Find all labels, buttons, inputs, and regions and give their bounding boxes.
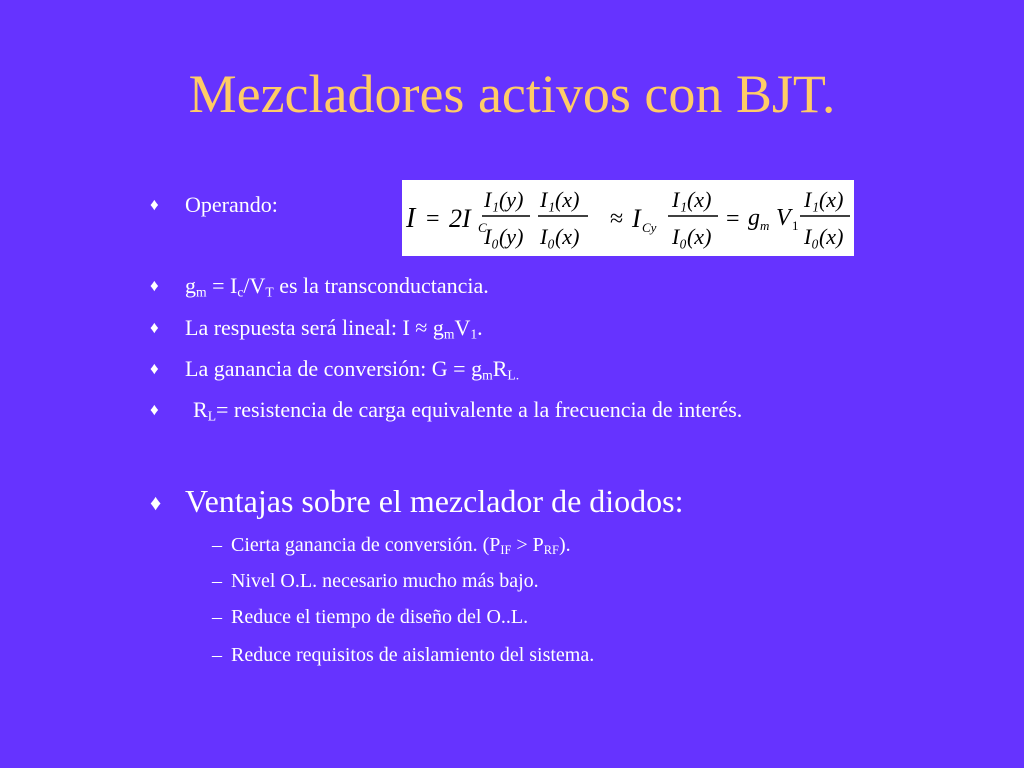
- subitem-text: Cierta ganancia de conversión. $(P_{IF} > P_{RF})$.: [231, 534, 571, 558]
- formula-num-4: I₁(x): [804, 187, 844, 212]
- formula-den-3: I₀(x): [672, 224, 712, 249]
- bullet-text: Operando:: [185, 192, 278, 217]
- formula-num-3: I₁(x): [672, 187, 712, 212]
- diamond-icon: ♦: [150, 276, 159, 295]
- diamond-icon: ♦: [150, 195, 159, 214]
- formula-den-2: I₀(x): [540, 224, 580, 249]
- formula-den-1: I₀(y): [484, 224, 524, 249]
- formula-num-2: I₁(x): [540, 187, 580, 212]
- subitem-text: Reduce el tiempo de diseño del O..L.: [231, 606, 529, 628]
- dash-icon: –: [212, 644, 222, 666]
- formula-V: V: [776, 205, 791, 231]
- dash-icon: –: [212, 606, 222, 628]
- diamond-icon: ♦: [150, 400, 159, 419]
- formula-Icy: I: [632, 204, 641, 233]
- slide-title: Mezcladores activos con BJT.: [188, 64, 836, 124]
- formula-image: [402, 180, 854, 256]
- diamond-icon: ♦: [150, 318, 159, 337]
- formula-sub-cy: Cy: [642, 220, 657, 235]
- diamond-icon: ♦: [150, 359, 159, 378]
- formula-2I: 2I: [449, 204, 471, 233]
- formula-sub-m: m: [760, 218, 770, 233]
- formula-den-4: I₀(x): [804, 224, 844, 249]
- dash-icon: –: [212, 570, 222, 592]
- formula-approx: ≈: [610, 206, 624, 232]
- formula-num-1: I₁(y): [484, 187, 524, 212]
- bullet-text: Ventajas sobre el mezclador de diodos:: [185, 483, 684, 519]
- formula-equals-2: =: [726, 206, 740, 232]
- formula-equals: =: [426, 206, 440, 232]
- bullet-text: La ganancia de conversión: $G = g_mR_{L.}$: [185, 356, 520, 383]
- diamond-icon: ♦: [150, 490, 162, 515]
- subitem-text: Reduce requisitos de aislamiento del sistema.: [231, 644, 595, 666]
- dash-icon: –: [212, 534, 222, 556]
- formula-g: g: [748, 205, 760, 231]
- formula-sub-1: 1: [792, 218, 799, 233]
- subitem-text: Nivel O.L. necesario mucho más bajo.: [231, 570, 539, 592]
- bullet-text: La respuesta será lineal: $I \approx g_mV_1$.: [185, 315, 483, 342]
- formula-I: I: [406, 203, 416, 234]
- bullet-text: $g_m = I_c/V_T$ es la transconductancia.: [185, 273, 489, 300]
- bullet-text: $R_L=$ resistencia de carga equivalente a la frecuencia de interés.: [193, 397, 743, 424]
- formula-sub-c: C: [478, 220, 487, 235]
